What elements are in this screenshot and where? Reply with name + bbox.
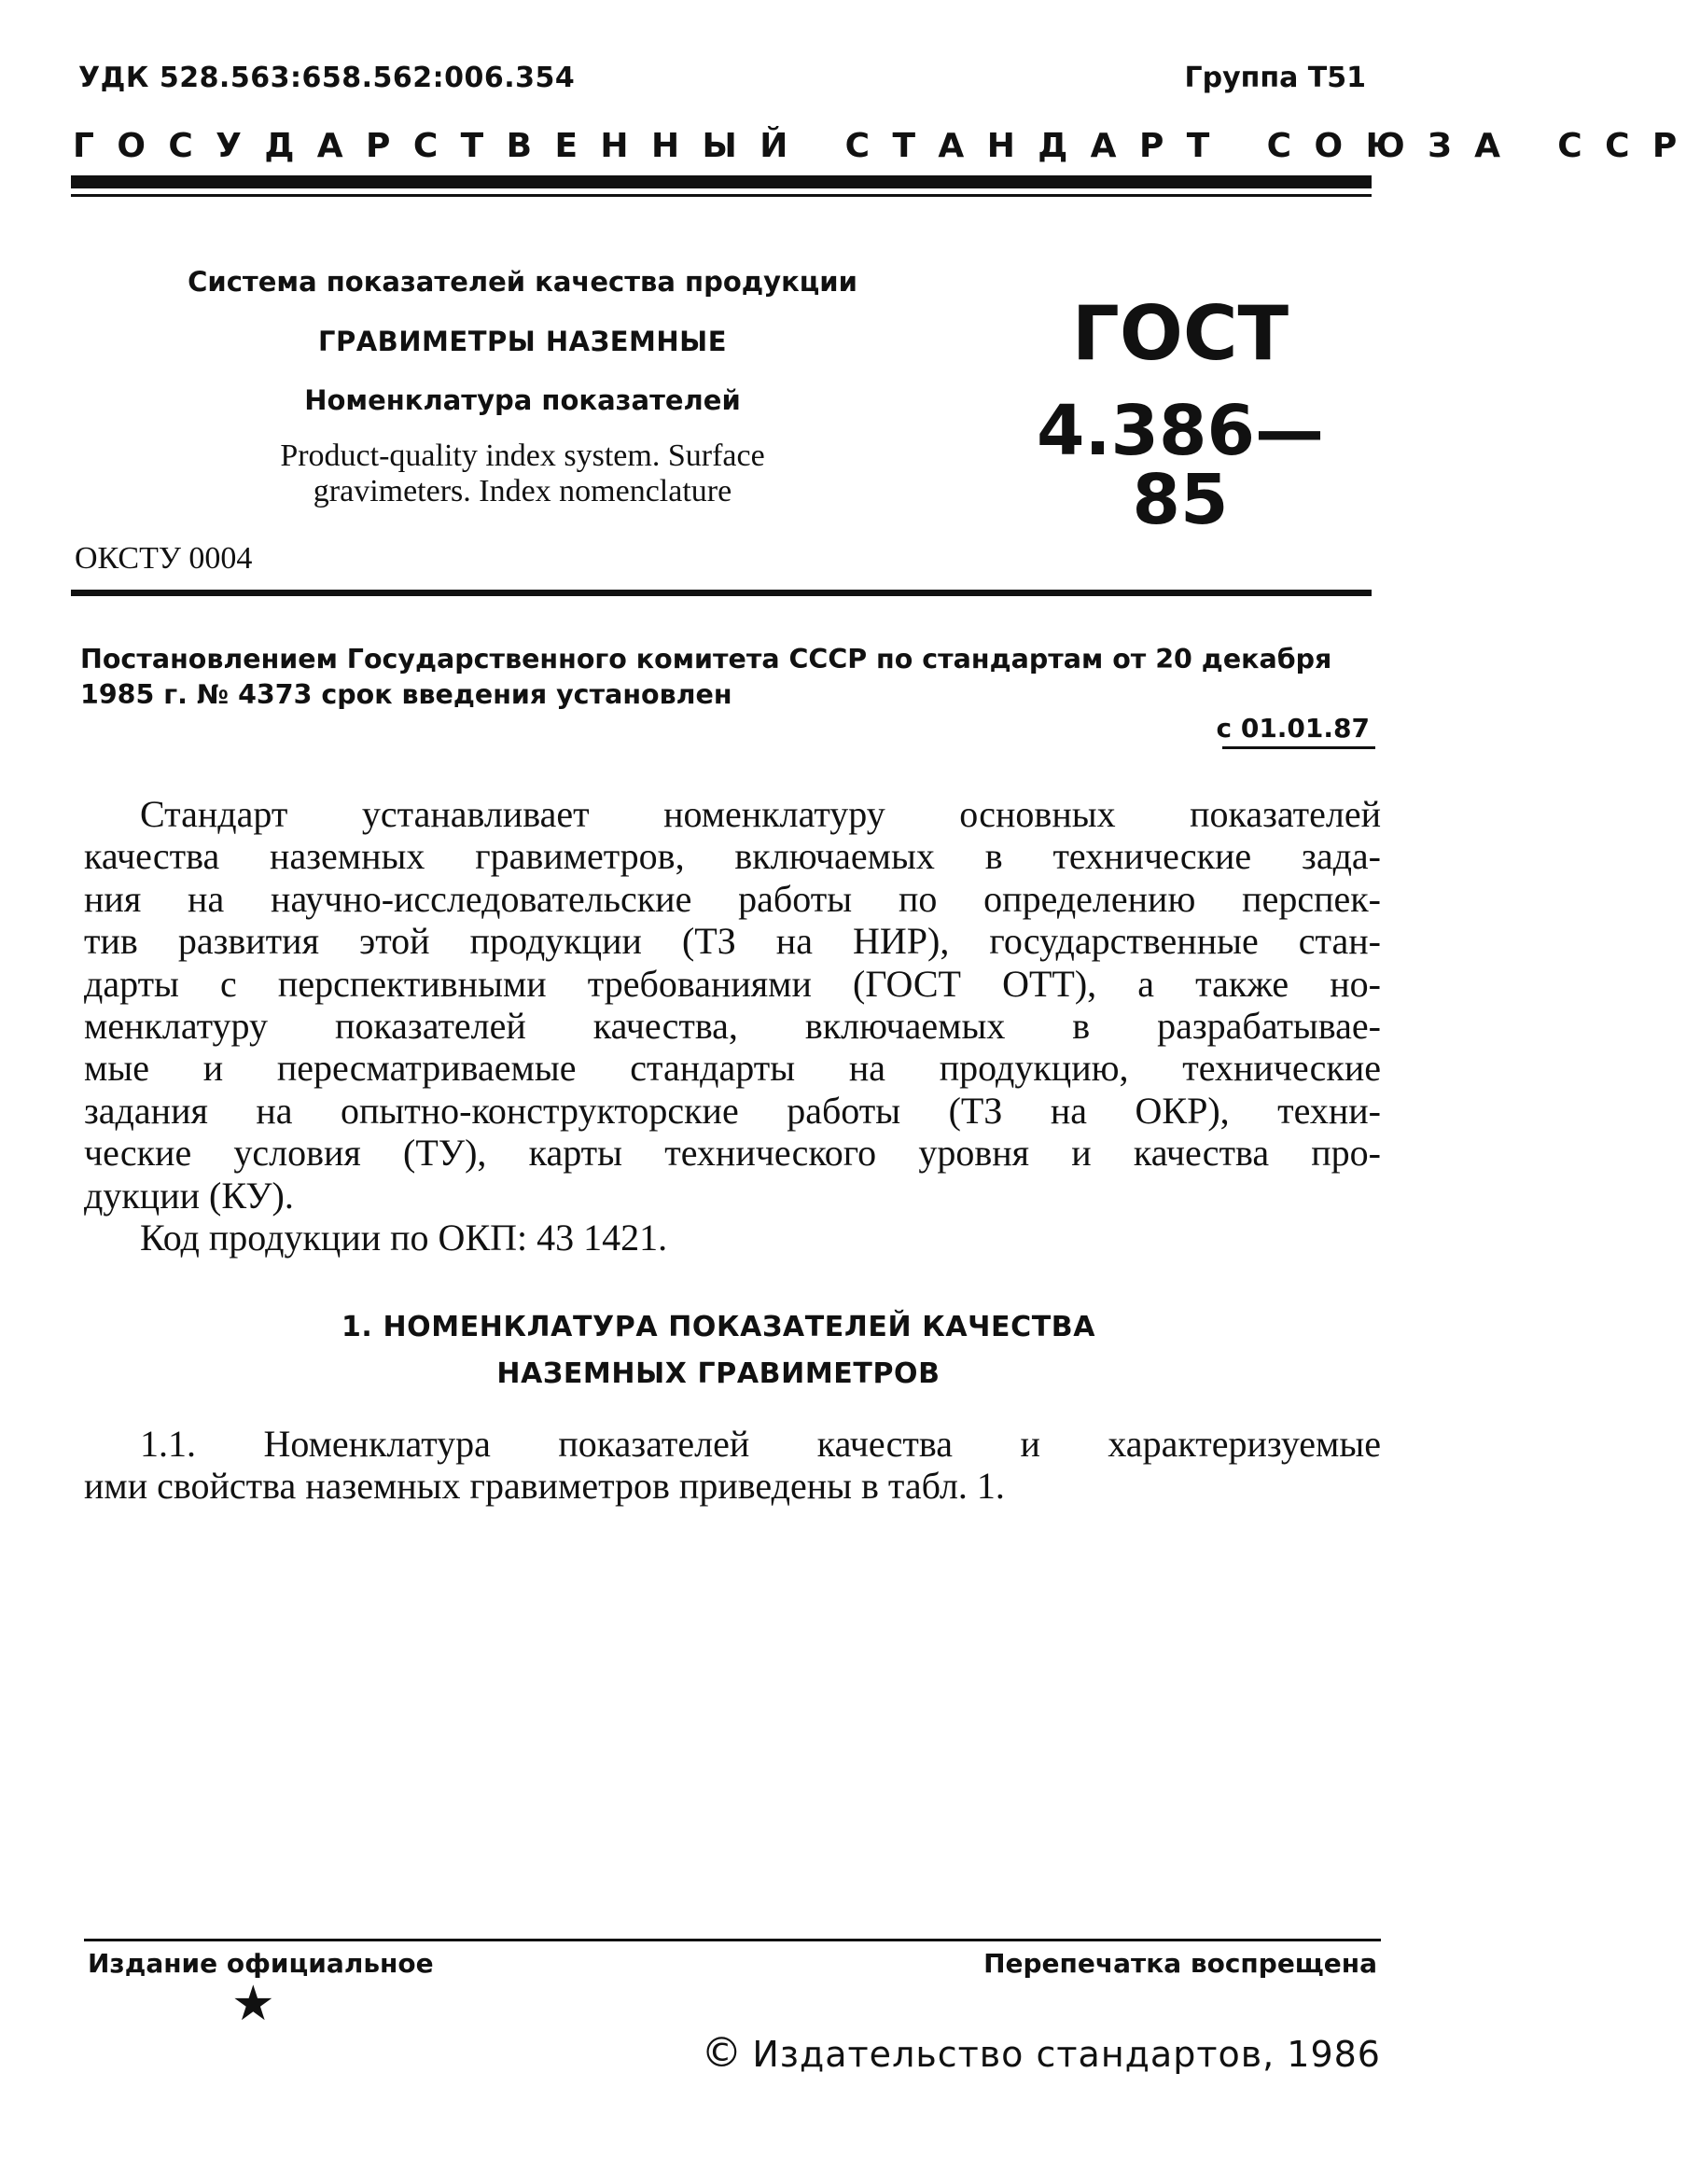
title-block-rule xyxy=(71,590,1372,596)
paragraph-line: тив развития этой продукции (ТЗ на НИР), государственные стан- xyxy=(84,920,1381,963)
reprint-prohibited-label: Перепечатка воспрещена xyxy=(983,1948,1377,1979)
section-heading-continued: НАЗЕМНЫХ ГРАВИМЕТРОВ xyxy=(496,1357,941,1390)
official-edition-label: Издание официальное xyxy=(88,1948,434,1979)
header-thick-rule xyxy=(71,175,1372,188)
decree-statement xyxy=(80,642,1377,713)
footer-rule xyxy=(84,1939,1381,1941)
clause-line: 1.1. Номенклатура показателей качества и характеризуемые xyxy=(140,1423,1381,1465)
state-standard-banner: ГОСУДАРСТВЕННЫЙ СТАНДАРТ СОЮЗА ССР xyxy=(73,127,1700,165)
publisher-name: Издательство стандартов, 1986 xyxy=(752,2034,1381,2075)
okstu-code: ОКСТУ 0004 xyxy=(75,541,253,576)
section-heading: 1. НОМЕНКЛАТУРА ПОКАЗАТЕЛЕЙ КАЧЕСТВА xyxy=(341,1311,1096,1343)
copyright-icon: © xyxy=(701,2029,744,2077)
decree-line-1: Постановлением Государственного комитета СССР по стандартам от 20 декабря xyxy=(80,644,1332,675)
scope-paragraph xyxy=(84,793,1381,1259)
paragraph-line: ческие условия (ТУ), карты технического уровня и качества про- xyxy=(84,1132,1381,1175)
effective-date: с 01.01.87 xyxy=(1216,713,1370,744)
english-title-line-2: gravimeters. Index nomenclature xyxy=(313,474,732,508)
gost-number: 4.386—85 xyxy=(1036,391,1325,540)
udc-code: УДК 528.563:658.562:006.354 xyxy=(78,62,576,94)
effective-date-underline xyxy=(1222,746,1375,749)
paragraph-line: менклатуру показателей качества, включаемых в разрабатывае- xyxy=(84,1005,1381,1048)
group-code: Группа Т51 xyxy=(1184,62,1366,94)
paragraph-line: мые и пересматриваемые стандарты на продукцию, технические xyxy=(84,1047,1381,1090)
english-title-line-1: Product-quality index system. Surface xyxy=(280,438,765,473)
publisher-copyright xyxy=(701,2029,1381,2077)
clause-line: ими свойства наземных гравиметров приведены в табл. 1. xyxy=(84,1465,1005,1508)
product-code-line: Код продукции по ОКП: 43 1421. xyxy=(140,1217,668,1259)
paragraph-line: задания на опытно-конструкторские работы (ТЗ на ОКР), техни- xyxy=(84,1089,1381,1132)
clause-1-1 xyxy=(84,1423,1381,1508)
paragraph-line: дукции (КУ). xyxy=(84,1174,294,1217)
gost-label: ГОСТ xyxy=(1071,290,1289,377)
quality-system-title: Система показателей качества продукции xyxy=(188,266,857,298)
paragraph-line: ния на научно-исследовательские работы по определению перспек- xyxy=(84,877,1381,920)
decree-line-2: 1985 г. № 4373 срок введения установлен xyxy=(80,679,732,710)
paragraph-line: качества наземных гравиметров, включаемых в технические зада- xyxy=(84,835,1381,878)
document-subtitle: Номенклатура показателей xyxy=(304,384,741,416)
header-thin-rule xyxy=(71,194,1372,197)
paragraph-line: Стандарт устанавливает номенклатуру основных показателей xyxy=(140,793,1381,835)
star-icon: ★ xyxy=(231,1976,275,2032)
paragraph-line: дарты с перспективными требованиями (ГОСТ ОТТ), а также но- xyxy=(84,962,1381,1005)
document-title: ГРАВИМЕТРЫ НАЗЕМНЫЕ xyxy=(317,326,727,357)
